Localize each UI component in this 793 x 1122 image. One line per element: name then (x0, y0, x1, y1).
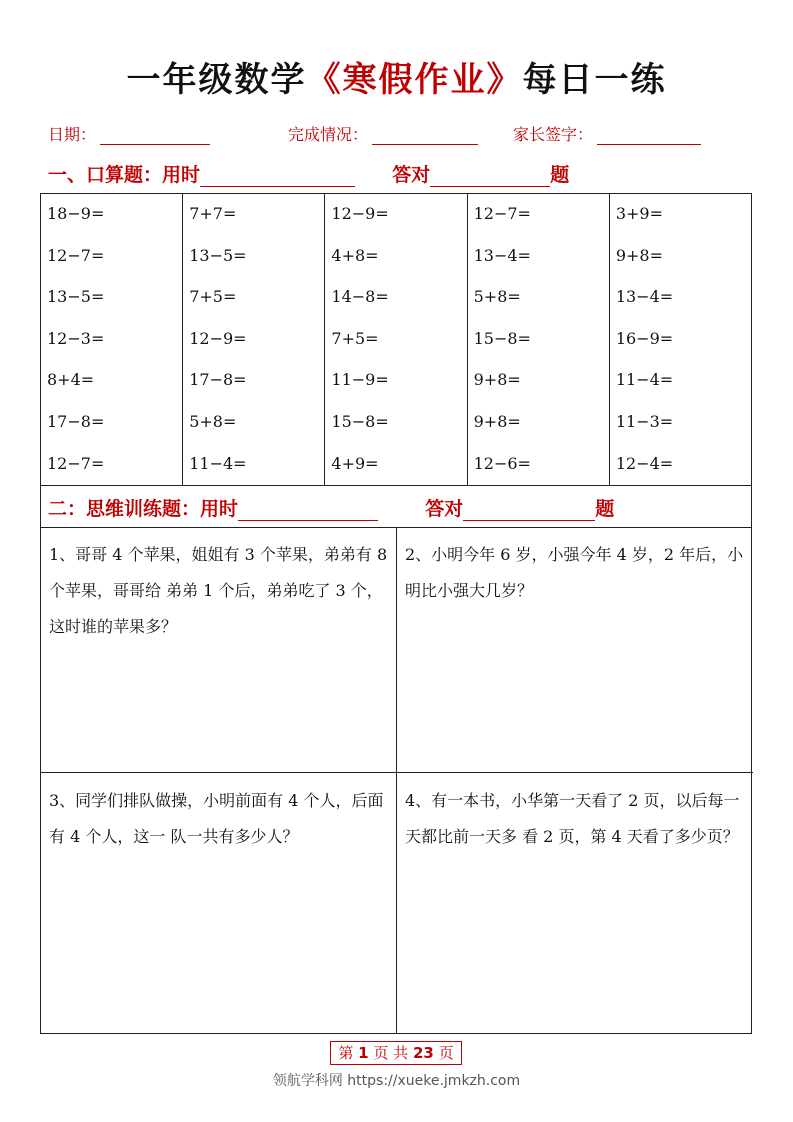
calc-item: 4+9= (331, 453, 379, 473)
calc-item: 11−4= (189, 453, 247, 473)
problem-cell-2[interactable] (397, 527, 753, 773)
calc-item: 13−4= (473, 245, 531, 265)
calc-item: 13−4= (615, 287, 674, 307)
section2-correct-label: 答对 (425, 498, 464, 520)
calc-item: 9+8= (473, 411, 521, 431)
calc-item: 15−8= (473, 328, 531, 348)
calc-item: 11−3= (615, 411, 674, 431)
page-mid: 页 共 (373, 1044, 409, 1062)
problem-text: 1、哥哥 4 个苹果，姐姐有 3 个苹果，弟弟有 8 个苹果，哥哥给 弟弟 1 个后，弟弟吃了 3 个，这时谁的苹果多？ (49, 545, 388, 636)
parent-blank[interactable] (597, 127, 701, 145)
section2-suffix: 题 (595, 498, 615, 520)
calc-item: 8+4= (47, 370, 95, 390)
parent-signature-field (513, 122, 701, 145)
calc-column-3 (325, 194, 467, 485)
calc-item: 12−7= (47, 245, 105, 265)
section1-heading (48, 160, 569, 187)
calc-item: 12−4= (615, 453, 674, 473)
calc-item: 11−4= (615, 370, 674, 390)
problem-text: 2、小明今年 6 岁，小强今年 4 岁，2 年后，小明比小强大几岁？ (405, 545, 744, 600)
calc-item: 17−8= (189, 370, 247, 390)
title-daily: 每日一练 (522, 60, 667, 100)
section1-suffix: 题 (550, 164, 570, 186)
page-title (0, 52, 793, 101)
calc-item: 12−9= (189, 328, 247, 348)
page-suffix: 页 (438, 1044, 454, 1062)
section1-correct-blank[interactable] (430, 167, 550, 187)
page-indicator (330, 1041, 462, 1065)
calc-item: 13−5= (189, 245, 247, 265)
calc-item: 12−7= (473, 204, 531, 223)
calc-column-4 (468, 194, 610, 485)
section1-label: 一、口算题：用时 (48, 164, 201, 186)
section2-correct-blank[interactable] (463, 501, 595, 521)
calc-item: 12−3= (47, 328, 105, 348)
page-number: 1 (358, 1044, 369, 1062)
title-grade: 一年级数学 (126, 60, 307, 100)
title-highlight: 《寒假作业》 (306, 60, 523, 100)
calc-item: 18−9= (47, 204, 105, 223)
word-problems-grid (40, 527, 752, 1034)
calc-item: 12−7= (47, 453, 105, 473)
calc-item: 16−9= (615, 328, 674, 348)
page-prefix: 第 (338, 1044, 354, 1062)
parent-label: 家长签字： (513, 125, 594, 144)
calc-item: 9+8= (473, 370, 521, 390)
calc-column-2 (183, 194, 325, 485)
section1-time-blank[interactable] (200, 167, 355, 187)
calc-item: 7+5= (331, 328, 379, 348)
date-blank[interactable] (100, 127, 210, 145)
calc-item: 5+8= (189, 411, 237, 431)
section2-time-blank[interactable] (238, 501, 378, 521)
mental-math-table (40, 193, 752, 486)
site-footer: 领航学科网 https://xueke.jmkzh.com (272, 1073, 521, 1089)
calc-item: 12−9= (331, 204, 389, 223)
date-field (48, 122, 210, 145)
calc-item: 7+7= (189, 204, 237, 223)
problem-cell-3[interactable] (41, 773, 397, 1034)
date-label: 日期： (48, 125, 97, 144)
section1-correct-label: 答对 (392, 164, 431, 186)
completion-label: 完成情况： (288, 125, 369, 144)
problem-cell-4[interactable] (397, 773, 753, 1034)
calc-item: 17−8= (47, 411, 105, 431)
problem-text: 4、有一本书，小华第一天看了 2 页，以后每一天都比前一天多 看 2 页，第 4 天看了多少页？ (405, 791, 740, 846)
problem-text: 3、同学们排队做操，小明前面有 4 个人，后面有 4 个人，这一 队一共有多少人？ (49, 791, 384, 846)
calc-item: 13−5= (47, 287, 105, 307)
calc-item: 12−6= (473, 453, 531, 473)
completion-field (288, 122, 478, 145)
calc-item: 3+9= (615, 204, 663, 223)
calc-item: 14−8= (331, 287, 389, 307)
calc-item: 15−8= (331, 411, 389, 431)
calc-item: 4+8= (331, 245, 379, 265)
section2-label: 二：思维训练题：用时 (48, 498, 239, 520)
calc-item: 11−9= (331, 370, 389, 390)
section2-heading (48, 494, 614, 521)
page-total: 23 (412, 1044, 434, 1062)
calc-item: 5+8= (473, 287, 521, 307)
calc-column-1 (41, 194, 183, 485)
calc-item: 7+5= (189, 287, 237, 307)
info-row (48, 122, 748, 146)
completion-blank[interactable] (372, 127, 478, 145)
problem-cell-1[interactable] (41, 527, 397, 773)
calc-item: 9+8= (615, 245, 663, 265)
calc-column-5 (610, 194, 751, 485)
